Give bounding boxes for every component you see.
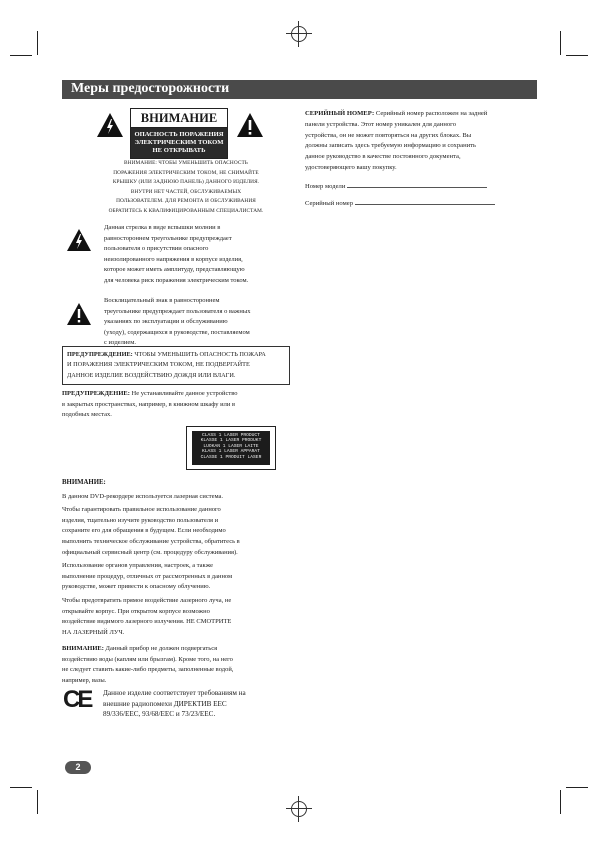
text-line: неизолированного напряжения в корпусе изделия, bbox=[104, 255, 243, 263]
text-line: с изделием. bbox=[104, 339, 136, 347]
text-line: руководстве, может привести к опасному облучению. bbox=[62, 583, 211, 591]
caution-text-block bbox=[98, 159, 274, 216]
crop-mark bbox=[566, 787, 588, 788]
text-line: панели устройства. Этот номер уникален для данного bbox=[305, 120, 457, 128]
text-line: подобных местах. bbox=[62, 411, 112, 419]
laser-class-label bbox=[186, 426, 276, 470]
text-line: равностороннем треугольнике предупреждает bbox=[104, 234, 232, 242]
laser-attention-section bbox=[62, 478, 294, 638]
crop-mark bbox=[10, 55, 32, 56]
caution-label-box bbox=[130, 108, 228, 159]
attention-paragraph bbox=[62, 596, 294, 638]
model-number-field bbox=[305, 179, 537, 193]
exclamation-warning-icon bbox=[236, 112, 264, 138]
laser-label-line: KLASS 1 LASER APPARAT bbox=[202, 449, 260, 455]
lightning-triangle-icon bbox=[66, 228, 92, 252]
registration-mark bbox=[291, 26, 307, 42]
serial-number-field bbox=[305, 196, 537, 210]
laser-label-line: LUOKAN 1 LASER LAITE bbox=[203, 443, 259, 449]
text-line: данное руководство в качестве постоянного документа, bbox=[305, 153, 461, 161]
text-line: открывайте корпус. При открытом корпусе возможно bbox=[62, 607, 210, 615]
text-line: Не устанавливайте данное устройство bbox=[129, 390, 238, 397]
exclamation-triangle-icon bbox=[66, 302, 92, 326]
attention-paragraph bbox=[62, 561, 294, 593]
text-line: Данный прибор не должен подвергаться bbox=[103, 645, 218, 652]
laser-label-line: KLASSE 1 LASER PRODUKT bbox=[200, 438, 262, 444]
text-line: ЧТОБЫ УМЕНЬШИТЬ ОПАСНОСТЬ ПОЖАРА bbox=[132, 351, 266, 358]
attention-heading: ВНИМАНИЕ: bbox=[62, 479, 106, 486]
text-line: должны записать здесь требуемую информацию и сохранить bbox=[305, 142, 477, 150]
text-line: воздействие видимого лазерного излучения. НЕ СМОТРИТЕ bbox=[62, 618, 232, 626]
attention-paragraph: В данном DVD-рекордере используется лазерная система. bbox=[62, 492, 224, 500]
serial-number-section bbox=[305, 109, 537, 209]
text-line: Чтобы предотвратить прямое воздействие лазерного луча, не bbox=[62, 596, 232, 604]
warning-label: ПРЕДУПРЕЖДЕНИЕ: bbox=[62, 390, 130, 397]
page-number-badge: 2 bbox=[65, 761, 91, 774]
caution-line: ОБРАТИТЕСЬ К КВАЛИФИЦИРОВАННЫМ СПЕЦИАЛИСТАМ. bbox=[108, 207, 264, 214]
crop-mark bbox=[10, 787, 32, 788]
caution-subtitle-line: НЕ ОТКРЫВАТЬ bbox=[152, 147, 206, 154]
section-title-bar bbox=[62, 80, 537, 99]
text-line: изделия, тщательно изучите руководство пользователя и bbox=[62, 516, 219, 524]
text-line: удостоверяющего вашу покупку. bbox=[305, 163, 397, 171]
caution-line: ПОЛЬЗОВАТЕЛЕМ. ДЛЯ РЕМОНТА И ОБСЛУЖИВАНИЯ bbox=[116, 198, 256, 204]
caution-subtitle-line: ЭЛЕКТРИЧЕСКИМ ТОКОМ bbox=[134, 139, 224, 146]
crop-mark bbox=[560, 790, 561, 814]
text-line: для человека риск поражения электрическим током. bbox=[104, 276, 249, 284]
text-line: Данная стрелка в виде вспышки молнии в bbox=[104, 224, 221, 231]
warning-label: ВНИМАНИЕ: bbox=[62, 645, 104, 652]
crop-mark bbox=[37, 790, 38, 814]
ce-mark-icon: CE bbox=[63, 686, 91, 713]
crop-mark bbox=[560, 31, 561, 55]
text-line: выполнение процедур, отличных от рассмотренных в данном bbox=[62, 572, 233, 580]
text-line: внешние радиопомехи ДИРЕКТИВ ЕЕС bbox=[103, 699, 227, 708]
fire-shock-warning-box bbox=[62, 346, 290, 385]
caution-subtitle-line: ОПАСНОСТЬ ПОРАЖЕНИЯ bbox=[134, 131, 224, 138]
lightning-warning-icon bbox=[96, 112, 124, 138]
text-line: которое может иметь амплитуду, представляющую bbox=[104, 266, 245, 274]
text-line: 89/336/EEC, 93/68/EEC и 73/23/EEC. bbox=[103, 710, 216, 718]
model-number-input[interactable] bbox=[347, 179, 487, 188]
model-number-label: Номер модели bbox=[305, 182, 346, 190]
text-line: (уходу), содержащихся в руководстве, поставляемом bbox=[104, 328, 250, 336]
serial-label: СЕРИЙНЫЙ НОМЕР: bbox=[305, 110, 375, 117]
text-line: И ПОРАЖЕНИЯ ЭЛЕКТРИЧЕСКИМ ТОКОМ, НЕ ПОДВЕРГАЙТЕ bbox=[67, 361, 250, 369]
text-line: пользователя о присутствии опасного bbox=[104, 245, 209, 253]
registration-mark bbox=[291, 801, 307, 817]
crop-mark bbox=[566, 55, 588, 56]
laser-label-line: CLASS 1 LASER PRODUCT bbox=[202, 433, 260, 438]
caution-heading: ВНИМАНИЕ bbox=[131, 109, 227, 128]
serial-number-input[interactable] bbox=[355, 196, 495, 205]
laser-label-line: CLASSE 1 PRODUIT LASER bbox=[200, 454, 262, 460]
text-line: устройства, он не может повторяться на других блоках. Вы bbox=[305, 131, 472, 139]
caution-line: ВНИМАНИЕ: ЧТОБЫ УМЕНЬШИТЬ ОПАСНОСТЬ bbox=[124, 160, 248, 166]
text-line: указаниях по эксплуатации и обслуживанию bbox=[104, 318, 228, 326]
caution-line: ВНУТРИ НЕТ ЧАСТЕЙ, ОБСЛУЖИВАЕМЫХ bbox=[130, 188, 242, 195]
text-line: треугольнике предупреждает пользователя о важных bbox=[104, 307, 251, 315]
installation-warning bbox=[62, 389, 292, 421]
water-warning bbox=[62, 644, 294, 686]
caution-subtitle bbox=[131, 128, 227, 158]
text-line: НА ЛАЗЕРНЫЙ ЛУЧ. bbox=[62, 628, 125, 636]
text-line: Восклицательный знак в равностороннем bbox=[104, 297, 220, 304]
attention-paragraph bbox=[62, 505, 294, 558]
caution-line: ПОРАЖЕНИЯ ЭЛЕКТРИЧЕСКИМ ТОКОМ, НЕ СНИМАЙТЕ bbox=[113, 169, 259, 176]
text-line: Серийный номер расположен на задней bbox=[374, 110, 488, 117]
serial-number-label: Серийный номер bbox=[305, 199, 353, 207]
text-line: ДАННОЕ ИЗДЕЛИЕ ВОЗДЕЙСТВИЮ ДОЖДЯ ИЛИ ВЛАГИ. bbox=[67, 371, 236, 379]
text-line: сохраните его для обращения в будущем. Если необходимо bbox=[62, 527, 226, 535]
text-line: не следует ставить какие-либо предметы, заполненные водой, bbox=[62, 666, 234, 674]
text-line: официальный сервисный центр (см. процедуру обслуживания). bbox=[62, 548, 238, 556]
text-line: выполнить техническое обслуживание устройства, обратитесь в bbox=[62, 537, 240, 545]
ce-compliance-text bbox=[103, 688, 293, 720]
lightning-note bbox=[104, 223, 294, 287]
crop-mark bbox=[37, 31, 38, 55]
laser-label-text bbox=[192, 431, 270, 465]
page-title: Меры предосторожности bbox=[71, 81, 230, 96]
text-line: в закрытых пространствах, например, в книжном шкафу или в bbox=[62, 400, 236, 408]
text-line: например, вазы. bbox=[62, 676, 107, 684]
exclamation-note bbox=[104, 296, 294, 349]
caution-line: КРЫШКУ (ИЛИ ЗАДНЮЮ ПАНЕЛЬ) ДАННОГО ИЗДЕЛИЯ. bbox=[112, 179, 260, 185]
text-line: Данное изделие соответствует требованиям на bbox=[103, 689, 246, 697]
text-line: Использование органов управления, настроек, а также bbox=[62, 562, 213, 570]
text-line: Чтобы гарантировать правильное использование данного bbox=[62, 506, 221, 514]
text-line: воздействию воды (каплям или брызгам). Кроме того, на него bbox=[62, 655, 233, 663]
warning-label: ПРЕДУПРЕЖДЕНИЕ: bbox=[67, 351, 133, 358]
